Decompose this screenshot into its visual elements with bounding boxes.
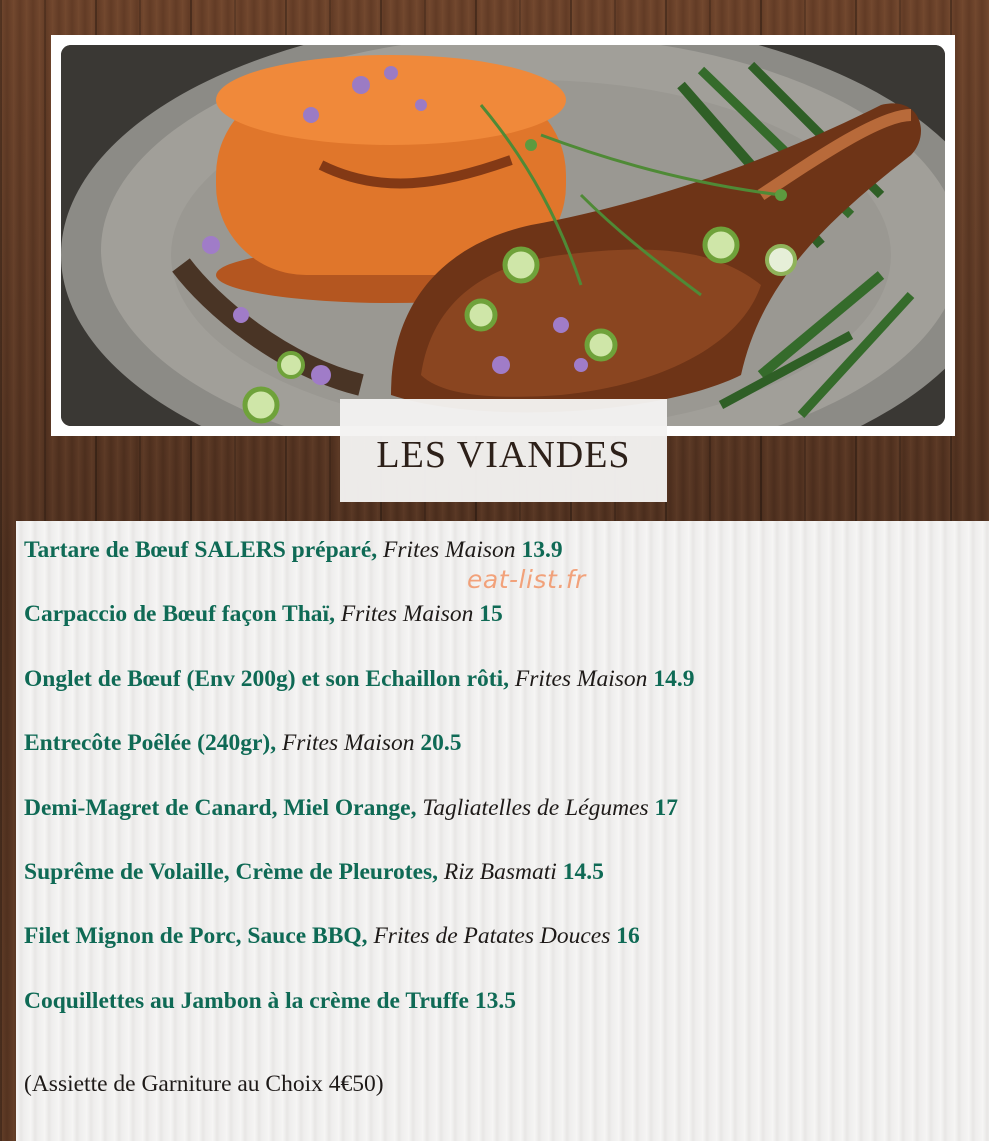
- section-title-box: [340, 399, 667, 502]
- dish-price: 15: [479, 601, 503, 628]
- menu-item: [24, 921, 989, 985]
- dish-name: Entrecôte Poêlée (240gr),: [24, 730, 277, 757]
- dish-side: Frites Maison: [514, 665, 648, 692]
- dish-name: Suprême de Volaille, Crème de Pleurotes,: [24, 858, 439, 885]
- pork-chop-dish-photo: [61, 45, 945, 426]
- dish-side: Tagliatelles de Légumes: [422, 794, 649, 821]
- dish-price: 17: [654, 794, 678, 821]
- dish-price: 13.5: [474, 987, 516, 1014]
- dish-price: 14.9: [653, 665, 695, 692]
- watermark-text: eat-list.fr: [467, 565, 586, 594]
- dish-price: 20.5: [420, 730, 462, 757]
- menu-item: [24, 664, 989, 728]
- dish-price: 13.9: [521, 537, 563, 563]
- dish-side: Frites Maison: [383, 537, 516, 563]
- dish-name: Tartare de Bœuf SALERS préparé,: [24, 537, 378, 563]
- dish-side: Frites Maison: [340, 601, 474, 628]
- menu-item: [24, 986, 989, 1050]
- menu-item: [24, 857, 989, 921]
- dish-price: 14.5: [562, 858, 604, 885]
- dish-name: Filet Mignon de Porc, Sauce BBQ,: [24, 923, 368, 950]
- dish-name: Demi-Magret de Canard, Miel Orange,: [24, 794, 417, 821]
- menu-item: [24, 793, 989, 857]
- garnish-footnote: (Assiette de Garniture au Choix 4€50): [24, 1071, 384, 1097]
- dish-name: Onglet de Bœuf (Env 200g) et son Echaillon rôti,: [24, 665, 510, 692]
- dish-side: Frites Maison: [281, 730, 415, 757]
- menu-item: [24, 599, 989, 663]
- dish-name: Coquillettes au Jambon à la crème de Truffe: [24, 987, 469, 1014]
- menu-panel: [16, 521, 989, 1141]
- dish-price: 16: [616, 923, 640, 950]
- menu-item: [24, 728, 989, 792]
- dish-side: Frites de Patates Douces: [373, 923, 611, 950]
- dish-photo-frame: [51, 35, 955, 436]
- section-title: LES VIANDES: [376, 433, 631, 476]
- dish-side: Riz Basmati: [443, 858, 557, 885]
- dish-name: Carpaccio de Bœuf façon Thaï,: [24, 601, 335, 628]
